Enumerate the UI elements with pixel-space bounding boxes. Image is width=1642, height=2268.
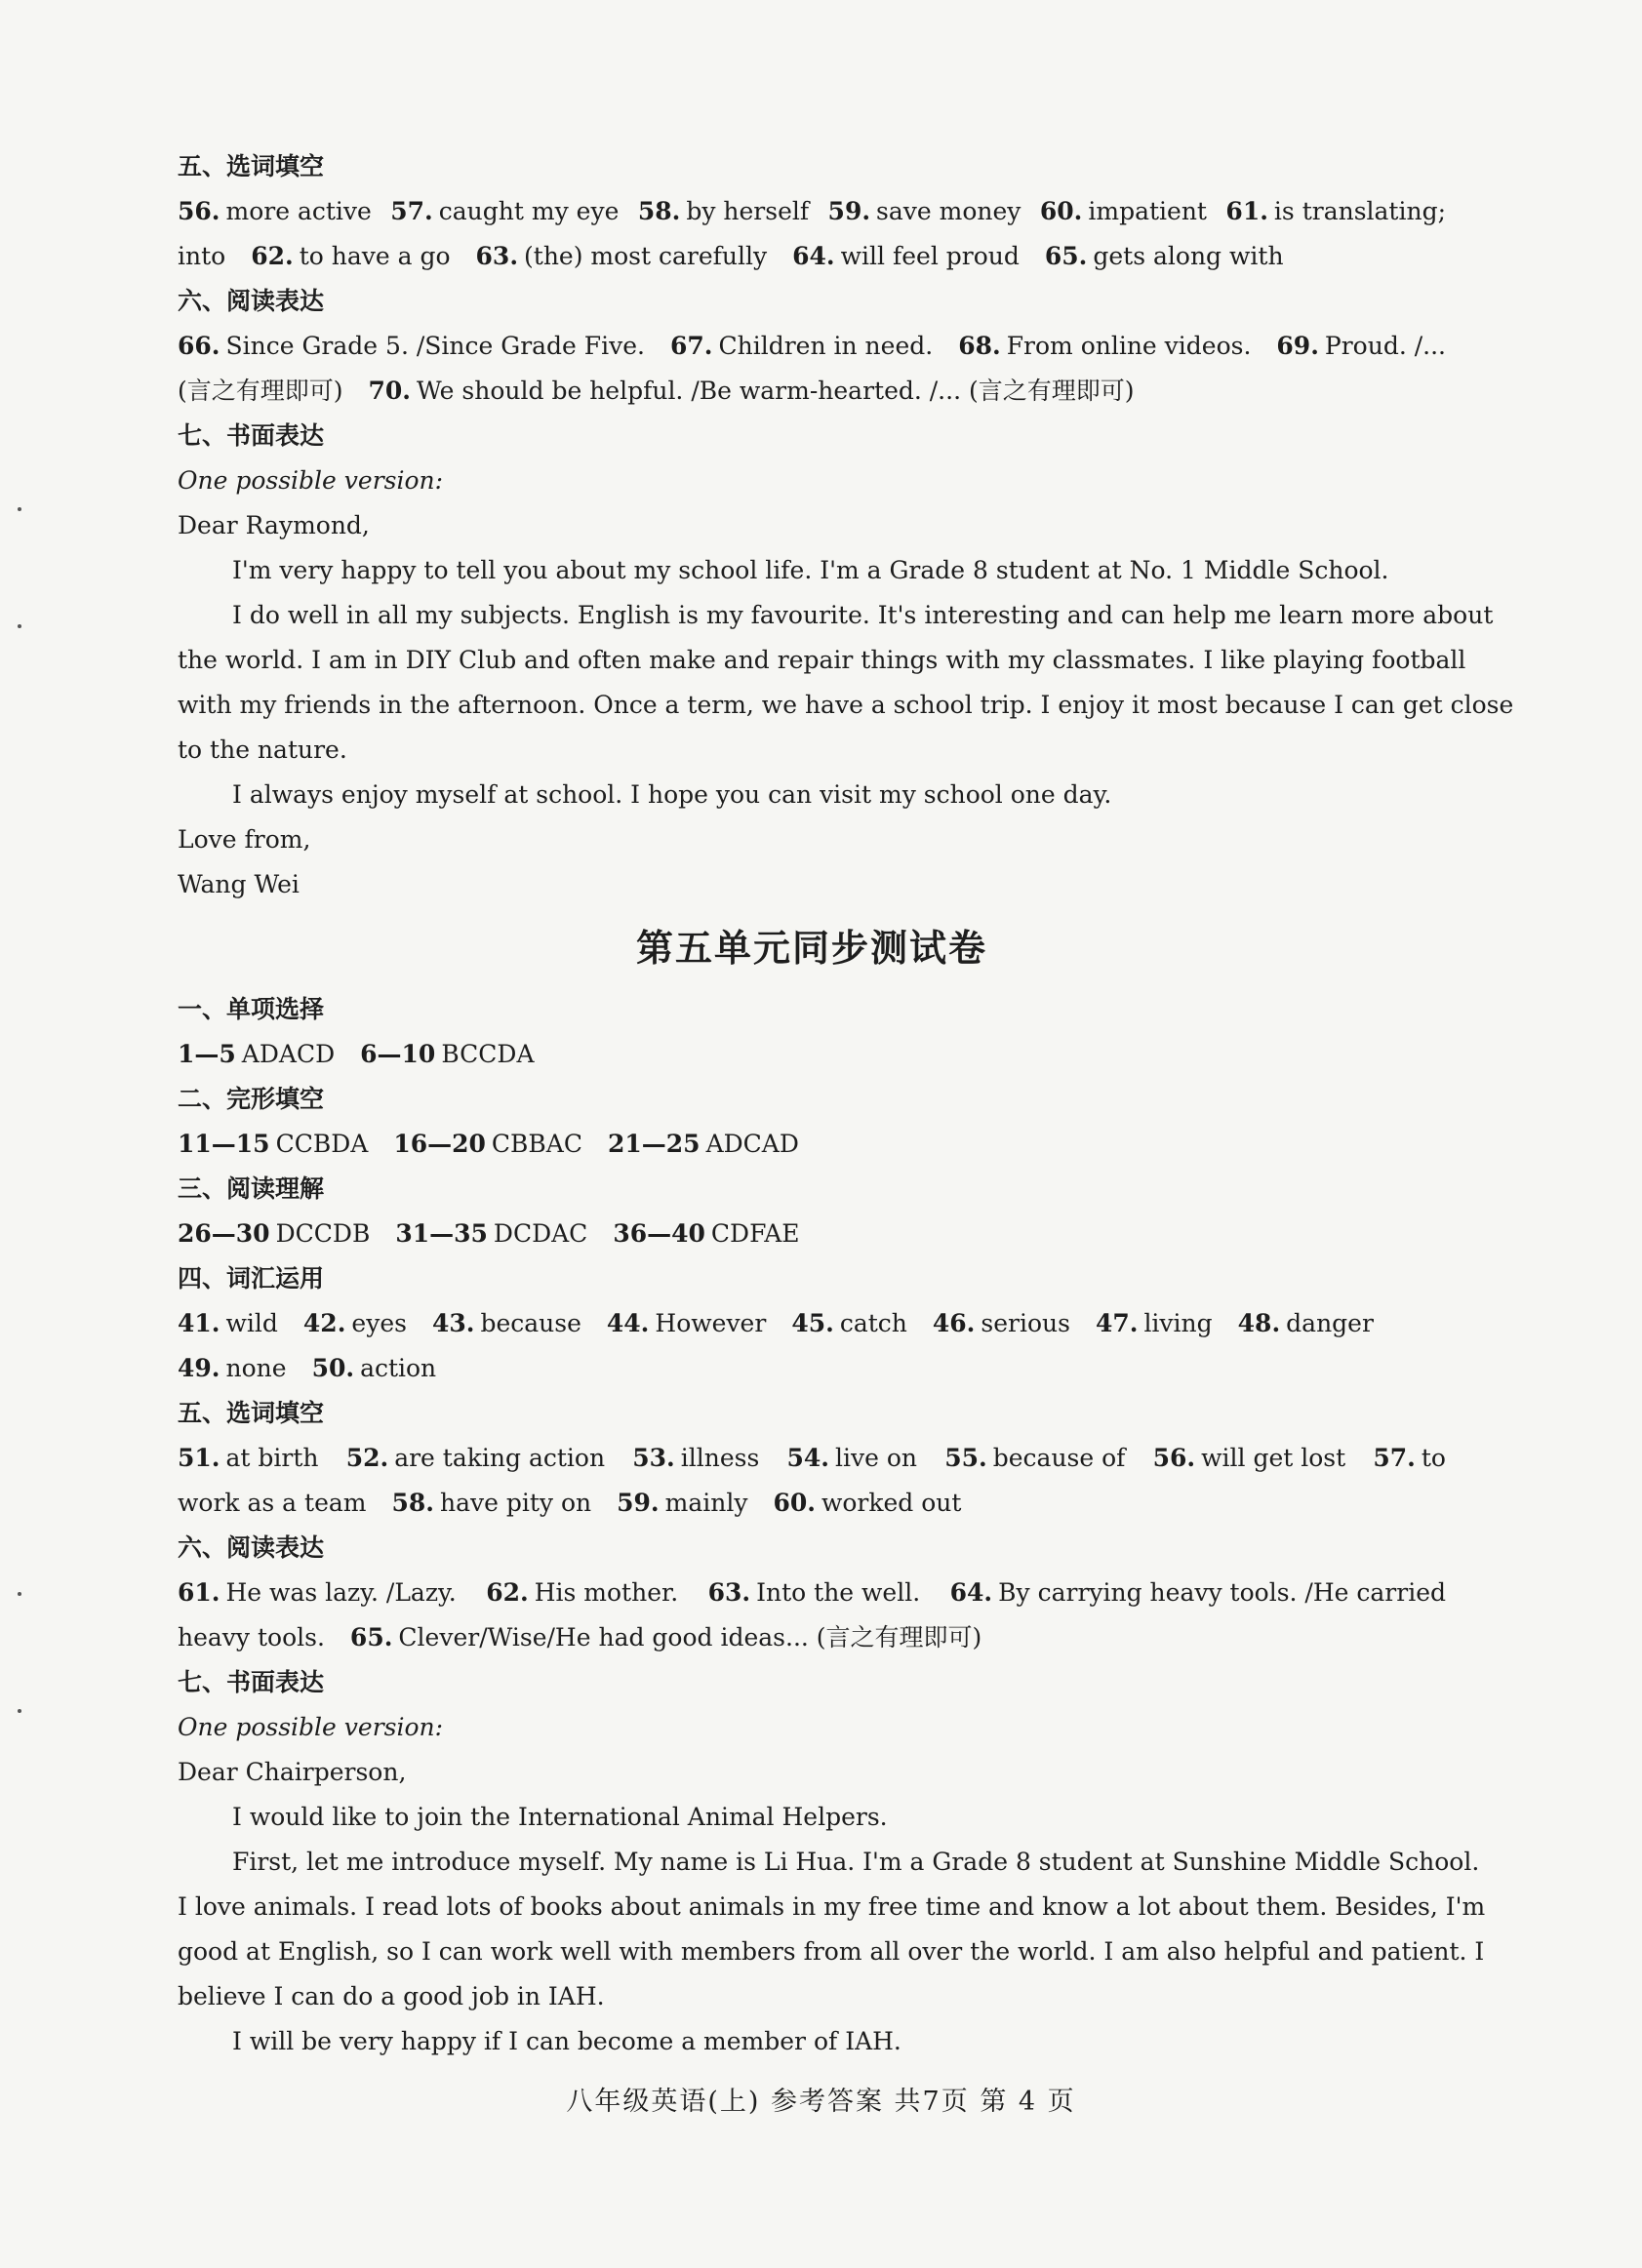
section-heading: 五、选词填空 (178, 1399, 325, 1427)
answer-item (178, 1040, 335, 1068)
answer-item (608, 1130, 799, 1158)
answer-item (350, 1623, 981, 1651)
answer-item (1040, 189, 1207, 234)
question-number: 61. (1225, 197, 1268, 225)
question-number: 62. (251, 242, 294, 270)
answer-item (393, 1130, 582, 1158)
answer-text: at birth (225, 1444, 319, 1472)
answer-text: ADCAD (705, 1130, 799, 1158)
question-number: 67. (670, 332, 713, 360)
question-number: 42. (302, 1309, 346, 1337)
section-heading: 五、选词填空 (178, 152, 325, 180)
section-heading: 七、书面表达 (178, 421, 325, 450)
answer-text: live on (835, 1444, 918, 1472)
section-heading: 六、阅读表达 (178, 1533, 325, 1562)
margin-dot (18, 1592, 21, 1596)
essay-line: good at English, so I can work well with members from all over the world. I am also helpful and patient. I (178, 1937, 1485, 1966)
question-number: 60. (1039, 197, 1083, 225)
question-number: 57. (1373, 1444, 1416, 1472)
essay-line: I would like to join the International Animal Helpers. (232, 1803, 888, 1831)
answer-row (178, 1032, 1446, 1077)
answer-text: illness (680, 1444, 760, 1472)
answer-item (638, 189, 809, 234)
question-number: 64. (792, 242, 835, 270)
answer-item (486, 1571, 678, 1615)
answer-item (613, 1219, 799, 1248)
essay-line: believe I can do a good job in IAH. (178, 1982, 605, 2010)
answer-item (933, 1309, 1070, 1337)
essay-line: I love animals. I read lots of books about animals in my free time and know a lot about them. Besides, I'm (178, 1892, 1486, 1921)
answer-item (395, 1219, 587, 1248)
answer-text: (the) most carefully (524, 242, 768, 270)
question-number: 47. (1095, 1309, 1139, 1337)
question-number: 50. (311, 1354, 355, 1382)
answer-text: serious (981, 1309, 1070, 1337)
answer-row (178, 1571, 1446, 1615)
answer-text: save money (876, 197, 1021, 225)
answer-item (1153, 1436, 1346, 1481)
answer-row (178, 1122, 1446, 1167)
version-label: One possible version: (178, 466, 444, 495)
answer-text: CDFAE (710, 1219, 800, 1248)
answer-text: Proud. /... (1324, 332, 1446, 360)
answer-item (303, 1309, 407, 1337)
answer-row (178, 234, 1446, 279)
answer-text: will get lost (1201, 1444, 1346, 1472)
answer-item (1276, 324, 1446, 369)
answer-text: impatient (1088, 197, 1207, 225)
question-number: 65. (349, 1623, 393, 1651)
question-number: 59. (617, 1489, 660, 1517)
question-number: 55. (944, 1444, 987, 1472)
answer-row (178, 189, 1446, 234)
answer-text: by herself (686, 197, 810, 225)
question-number: 63. (475, 242, 519, 270)
essay-line: I always enjoy myself at school. I hope you can visit my school one day. (232, 780, 1112, 809)
essay-line: the world. I am in DIY Club and often make and repair things with my classmates. I like playing football (178, 646, 1466, 674)
answer-text: wild (225, 1309, 278, 1337)
answer-text: because of (992, 1444, 1126, 1472)
section-heading: 四、词汇运用 (178, 1264, 325, 1293)
answer-text: eyes (351, 1309, 407, 1337)
answer-item (958, 324, 1251, 369)
question-number: 36—40 (613, 1219, 705, 1248)
answer-item (950, 1571, 1446, 1615)
question-number: 16—20 (393, 1130, 486, 1158)
answer-item (792, 242, 1020, 270)
question-number: 26—30 (178, 1219, 270, 1248)
question-number: 49. (178, 1354, 220, 1382)
question-number: 58. (391, 1489, 434, 1517)
answer-page (178, 144, 1514, 2064)
answer-item (708, 1571, 921, 1615)
page-footer: 八年级英语(上) 参考答案 共7页 第 4 页 (566, 2087, 1076, 2117)
answer-item (178, 324, 645, 369)
essay-line: I do well in all my subjects. English is my favourite. It's interesting and can help me learn more about (232, 601, 1494, 629)
margin-dot (18, 1709, 21, 1713)
answer-item (360, 1040, 534, 1068)
unit-title: 第五单元同步测试卷 (635, 927, 987, 970)
answer-item (944, 1436, 1125, 1481)
section-heading: 七、书面表达 (178, 1668, 325, 1696)
answer-text: By carrying heavy tools. /He carried (998, 1578, 1446, 1607)
answer-item (787, 1436, 918, 1481)
question-number: 62. (486, 1578, 529, 1607)
answer-text: From online videos. (1006, 332, 1252, 360)
question-number: 64. (949, 1578, 993, 1607)
answer-item (773, 1489, 961, 1517)
answer-item (1225, 189, 1446, 234)
answer-text: We should be helpful. /Be warm-hearted. /... (言之有理即可) (417, 377, 1135, 405)
answer-continuation: (言之有理即可) (178, 377, 343, 405)
answer-item (390, 189, 619, 234)
answer-item (178, 189, 372, 234)
question-number: 6—10 (360, 1040, 436, 1068)
answer-item (178, 1354, 287, 1382)
question-number: 11—15 (178, 1130, 270, 1158)
question-number: 53. (632, 1444, 675, 1472)
question-number: 56. (1152, 1444, 1196, 1472)
margin-dot (18, 624, 21, 628)
question-number: 31—35 (395, 1219, 488, 1248)
question-number: 60. (773, 1489, 816, 1517)
answer-text: His mother. (534, 1578, 679, 1607)
answer-row (178, 369, 1446, 414)
question-number: 44. (606, 1309, 650, 1337)
answer-item (312, 1354, 437, 1382)
section-heading: 六、阅读表达 (178, 287, 325, 315)
question-number: 1—5 (178, 1040, 236, 1068)
answer-continuation: heavy tools. (178, 1623, 325, 1651)
answer-item (1045, 242, 1284, 270)
answer-item (251, 242, 450, 270)
margin-dot (18, 507, 21, 511)
answer-row (178, 324, 1446, 369)
question-number: 54. (786, 1444, 830, 1472)
answer-item (178, 1436, 319, 1481)
answer-text: Clever/Wise/He had good ideas... (言之有理即可) (398, 1623, 982, 1651)
question-number: 66. (178, 332, 220, 360)
answer-text: Since Grade 5. /Since Grade Five. (225, 332, 646, 360)
answer-item (178, 1309, 278, 1337)
question-number: 21—25 (607, 1130, 701, 1158)
question-number: 70. (368, 377, 412, 405)
answer-text: will feel proud (840, 242, 1020, 270)
answer-row (178, 1301, 1446, 1346)
essay-line: Love from, (178, 825, 311, 854)
answer-item (1373, 1436, 1446, 1481)
answer-text: He was lazy. /Lazy. (225, 1578, 457, 1607)
answer-item (828, 189, 1021, 234)
question-number: 43. (431, 1309, 475, 1337)
answer-text: catch (839, 1309, 907, 1337)
answer-item (178, 1130, 368, 1158)
answer-text: worked out (821, 1489, 962, 1517)
essay-line: to the nature. (178, 736, 347, 764)
answer-text: CBBAC (491, 1130, 582, 1158)
answer-item (178, 1571, 457, 1615)
question-number: 65. (1044, 242, 1088, 270)
answer-item (476, 242, 768, 270)
answer-text: because (480, 1309, 581, 1337)
question-number: 63. (707, 1578, 751, 1607)
question-number: 68. (958, 332, 1001, 360)
essay-line: Dear Raymond, (178, 511, 370, 539)
essay-line: I'm very happy to tell you about my school life. I'm a Grade 8 student at No. 1 Middle School. (232, 556, 1389, 584)
answer-text: are taking action (394, 1444, 606, 1472)
answer-text: gets along with (1093, 242, 1284, 270)
answer-item (617, 1489, 747, 1517)
answer-text: caught my eye (438, 197, 620, 225)
section-heading: 二、完形填空 (178, 1085, 325, 1113)
answer-text: action (360, 1354, 437, 1382)
answer-text: is translating; (1273, 197, 1446, 225)
answer-text: CCBDA (275, 1130, 369, 1158)
answer-text: to (1421, 1444, 1446, 1472)
answer-continuation: into (178, 242, 226, 270)
answer-text: to have a go (299, 242, 451, 270)
question-number: 52. (345, 1444, 389, 1472)
question-number: 41. (178, 1309, 220, 1337)
answer-row (178, 1436, 1446, 1481)
answer-text: have pity on (439, 1489, 592, 1517)
question-number: 69. (1276, 332, 1319, 360)
question-number: 51. (178, 1444, 220, 1472)
answer-item (1238, 1309, 1374, 1337)
answer-item (1096, 1309, 1213, 1337)
question-number: 46. (932, 1309, 976, 1337)
answer-text: mainly (664, 1489, 748, 1517)
essay-line: Wang Wei (178, 870, 300, 898)
answer-text: However (655, 1309, 767, 1337)
answer-row (178, 1212, 1446, 1256)
question-number: 48. (1237, 1309, 1281, 1337)
question-number: 61. (178, 1578, 220, 1607)
answer-text: more active (225, 197, 372, 225)
answer-row (178, 1481, 1446, 1526)
answer-text: Children in need. (718, 332, 934, 360)
section-heading: 三、阅读理解 (178, 1174, 325, 1203)
answer-row (178, 1615, 1446, 1660)
answer-text: DCCDB (275, 1219, 371, 1248)
answer-text: living (1143, 1309, 1213, 1337)
answer-text: Into the well. (756, 1578, 921, 1607)
section-heading: 一、单项选择 (178, 995, 325, 1023)
answer-text: DCDAC (493, 1219, 588, 1248)
answer-continuation: work as a team (178, 1489, 367, 1517)
question-number: 57. (390, 197, 433, 225)
answer-text: danger (1286, 1309, 1374, 1337)
version-label: One possible version: (178, 1713, 444, 1741)
answer-item (391, 1489, 591, 1517)
essay-line: Dear Chairperson, (178, 1758, 407, 1786)
answer-text: BCCDA (441, 1040, 535, 1068)
answer-item (670, 324, 933, 369)
question-number: 58. (637, 197, 681, 225)
answer-row (178, 1346, 1446, 1391)
answer-item (632, 1436, 759, 1481)
answer-item (432, 1309, 581, 1337)
essay-line: First, let me introduce myself. My name is Li Hua. I'm a Grade 8 student at Sunshine Middle School. (232, 1848, 1480, 1876)
answer-item (607, 1309, 766, 1337)
question-number: 59. (827, 197, 871, 225)
answer-text: none (225, 1354, 287, 1382)
answer-item (369, 377, 1135, 405)
question-number: 56. (178, 197, 220, 225)
answer-item (791, 1309, 907, 1337)
answer-text: ADACD (241, 1040, 336, 1068)
answer-item (346, 1436, 605, 1481)
essay-line: I will be very happy if I can become a member of IAH. (232, 2027, 901, 2055)
answer-item (178, 1219, 370, 1248)
essay-line: with my friends in the afternoon. Once a term, we have a school trip. I enjoy it most because I can get close (178, 691, 1514, 719)
question-number: 45. (791, 1309, 834, 1337)
